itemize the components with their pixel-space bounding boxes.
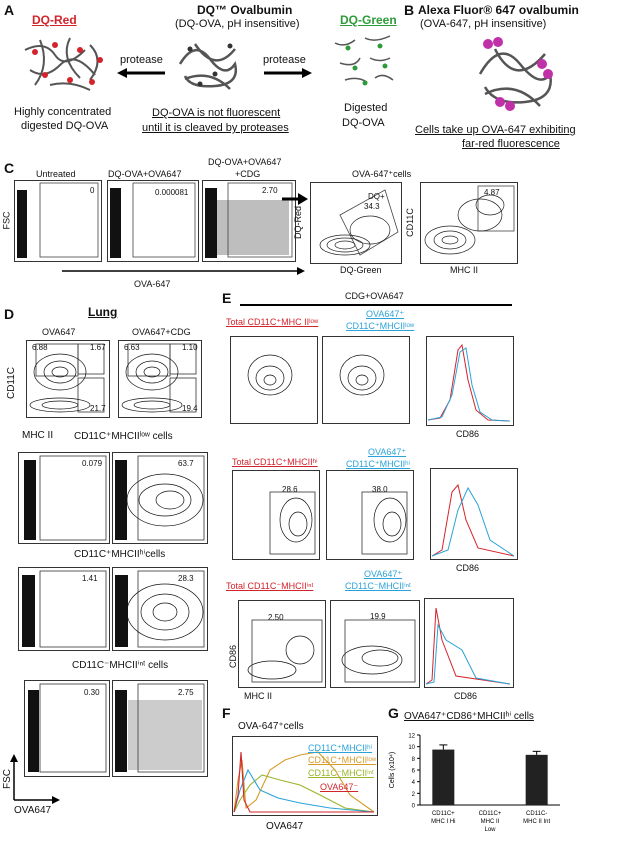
e-r1-blue-label-2: CD11C⁺MHCIIˡᵒʷ xyxy=(346,321,415,331)
d-r1-v6: 19.4 xyxy=(182,404,198,413)
c-fsc-axis-label: FSC xyxy=(1,211,12,230)
e-r2-red-label: Total CD11C⁺MHCIIʰⁱ xyxy=(232,457,318,467)
e-r2-blue-label-1: OVA647⁺ xyxy=(368,447,407,457)
d-r1-v2: 1.67 xyxy=(90,343,106,352)
g-category-label: CD11C- xyxy=(526,811,548,817)
e-r3-blue-label-2: CD11C⁻MHCIIⁱⁿᵗ xyxy=(345,581,411,591)
d-r4-v2: 2.75 xyxy=(178,688,194,697)
e-top-label: CDG+OVA647 xyxy=(345,291,404,301)
e-r2-xlabel: CD86 xyxy=(456,563,480,573)
right-caption-2: DQ-OVA xyxy=(342,117,385,129)
c-plot1-value: 0 xyxy=(90,186,95,195)
protease-label-left: protease xyxy=(120,54,163,66)
g-y-tick-label: 2 xyxy=(411,791,415,798)
f-legend-neg: OVA647⁻ xyxy=(320,782,359,792)
e-r2-v2: 38.0 xyxy=(372,485,388,494)
e-r1-xlabel: CD86 xyxy=(456,429,480,439)
protease-label-right: protease xyxy=(263,54,306,66)
c-plot3-value: 2.70 xyxy=(262,186,278,195)
d-r4-v1: 0.30 xyxy=(84,688,100,697)
c-plot4-title: OVA-647⁺cells xyxy=(352,169,412,179)
panel-f-letter: F xyxy=(222,705,231,721)
f-xlabel: OVA647 xyxy=(266,821,304,832)
d-r2-v1: 0.079 xyxy=(82,459,103,468)
panel-b-title-1: Alexa Fluor® 647 ovalbumin xyxy=(418,3,579,17)
e-r3-cd86-ylabel: CD86 xyxy=(228,644,239,669)
g-category-label: MHC II Int xyxy=(523,819,551,825)
d-row3-title: CD11C⁺MHCIIʰⁱcells xyxy=(74,549,166,560)
c-plot2-title: DQ-OVA+OVA647 xyxy=(108,169,182,179)
c-plot1-title: Untreated xyxy=(36,169,76,179)
panel-c-letter: C xyxy=(4,160,15,176)
g-category-label: CD11C+ xyxy=(431,811,455,817)
e-r1-red-label: Total CD11C⁺MHC IIˡᵒʷ xyxy=(226,317,319,327)
f-legend-int: CD11C⁻MHCIIⁱⁿᵗ xyxy=(308,768,374,778)
c-cd11c-axis-label: CD11C xyxy=(404,208,415,237)
c-dqgreen-axis-label: DQ-Green xyxy=(340,265,382,275)
d-row4-title: CD11C⁻MHCIIⁱⁿᵗ cells xyxy=(72,660,169,671)
d-r3-v1: 1.41 xyxy=(82,574,98,583)
g-category-label: CD11C+ xyxy=(478,811,502,817)
panel-e-letter: E xyxy=(222,290,232,306)
e-r3-blue-label-1: OVA647⁺ xyxy=(364,569,403,579)
d-mhc-axis-label: MHC II xyxy=(22,430,54,441)
dq-ovalbumin-title: DQ™ Ovalbumin xyxy=(197,3,293,17)
d-ova647-axis-label: OVA647 xyxy=(14,805,52,816)
d-fsc-axis-label: FSC xyxy=(2,769,13,789)
dq-red-heading: DQ-Red xyxy=(32,13,77,27)
c-plot4-value: 34.3 xyxy=(364,202,380,211)
dq-ovalbumin-subtitle: (DQ-OVA, pH insensitive) xyxy=(175,18,300,30)
d-r1-v3: 21.7 xyxy=(90,404,106,413)
panel-g-letter: G xyxy=(388,705,399,721)
c-plot3-title-1: DQ-OVA+OVA647 xyxy=(208,157,282,167)
c-dqred-axis-label: DQ-Red xyxy=(293,205,304,240)
d-r1-v4: 6.63 xyxy=(124,343,140,352)
panel-b-caption-2: far-red fluorescence xyxy=(462,138,560,150)
d-cd11c-axis-label: CD11C xyxy=(6,366,18,400)
g-y-tick-label: 12 xyxy=(408,733,415,740)
center-caption-2: until it is cleaved by proteases xyxy=(142,122,289,134)
g-bar xyxy=(432,750,454,805)
center-caption-1: DQ-OVA is not fluorescent xyxy=(152,107,281,119)
g-title: OVA647⁺CD86⁺MHCIIʰⁱ cells xyxy=(404,711,534,722)
e-r3-mhc-xlabel: MHC II xyxy=(244,691,272,701)
panel-d-letter: D xyxy=(4,306,15,322)
d-r2-v2: 63.7 xyxy=(178,459,194,468)
c-ova647-axis-label: OVA-647 xyxy=(134,279,171,289)
left-caption-2: digested DQ-OVA xyxy=(21,120,109,132)
c-mhc-axis-label: MHC II xyxy=(450,265,478,275)
panel-b-title-2: (OVA-647, pH insensitive) xyxy=(420,18,547,30)
d-row2-title: CD11C⁺MHCIIˡᵒʷ cells xyxy=(74,431,173,442)
e-r3-v2: 19.9 xyxy=(370,612,386,621)
d-lung-title: Lung xyxy=(88,305,118,319)
g-y-tick-label: 0 xyxy=(411,803,415,810)
d-r1-v5: 1.10 xyxy=(182,343,198,352)
d-col1-title: OVA647 xyxy=(42,327,76,337)
e-r2-v1: 28.6 xyxy=(282,485,298,494)
g-bar-chart xyxy=(380,725,580,840)
g-y-axis-label: Cells (x10⁴) xyxy=(389,751,396,789)
left-caption-1: Highly concentrated xyxy=(14,106,112,118)
g-category-label: Low xyxy=(484,827,496,833)
g-y-tick-label: 6 xyxy=(411,768,415,775)
d-r1-v1: 6.88 xyxy=(32,343,48,352)
e-r3-red-label: Total CD11C⁻MHCIIⁱⁿᵗ xyxy=(226,581,314,591)
c-plot5-value: 4.87 xyxy=(484,188,500,197)
c-plot3-title-2: +CDG xyxy=(235,169,261,179)
panel-b-caption-1: Cells take up OVA-647 exhibiting xyxy=(415,124,576,136)
e-r2-blue-label-2: CD11C⁺MHCIIʰⁱ xyxy=(346,459,411,469)
g-category-label: MHC I Hi xyxy=(431,819,456,825)
f-legend-low: CD11C⁺MHCIIˡᵒʷ xyxy=(308,755,377,765)
f-legend-hi: CD11C⁺MHCIIʰⁱ xyxy=(308,743,373,753)
g-y-tick-label: 8 xyxy=(411,756,415,763)
f-title: OVA-647⁺cells xyxy=(238,721,304,732)
panel-b-letter: B xyxy=(404,2,415,18)
panel-a-letter: A xyxy=(4,2,15,18)
g-category-label: MHC II xyxy=(480,819,500,825)
d-col2-title: OVA647+CDG xyxy=(132,327,191,337)
g-y-tick-label: 4 xyxy=(411,780,415,787)
e-r3-v1: 2.50 xyxy=(268,613,284,622)
c-plot2-value: 0.000081 xyxy=(155,188,189,197)
g-bar xyxy=(526,755,548,805)
right-caption-1: Digested xyxy=(344,102,388,114)
d-r3-v2: 28.3 xyxy=(178,574,194,583)
dq-green-heading: DQ-Green xyxy=(340,13,397,27)
c-plot4-gate: DQ+ xyxy=(368,192,385,201)
g-y-tick-label: 10 xyxy=(408,745,415,752)
e-r1-blue-label-1: OVA647⁺ xyxy=(366,309,405,319)
e-r3-xlabel: CD86 xyxy=(454,691,478,701)
